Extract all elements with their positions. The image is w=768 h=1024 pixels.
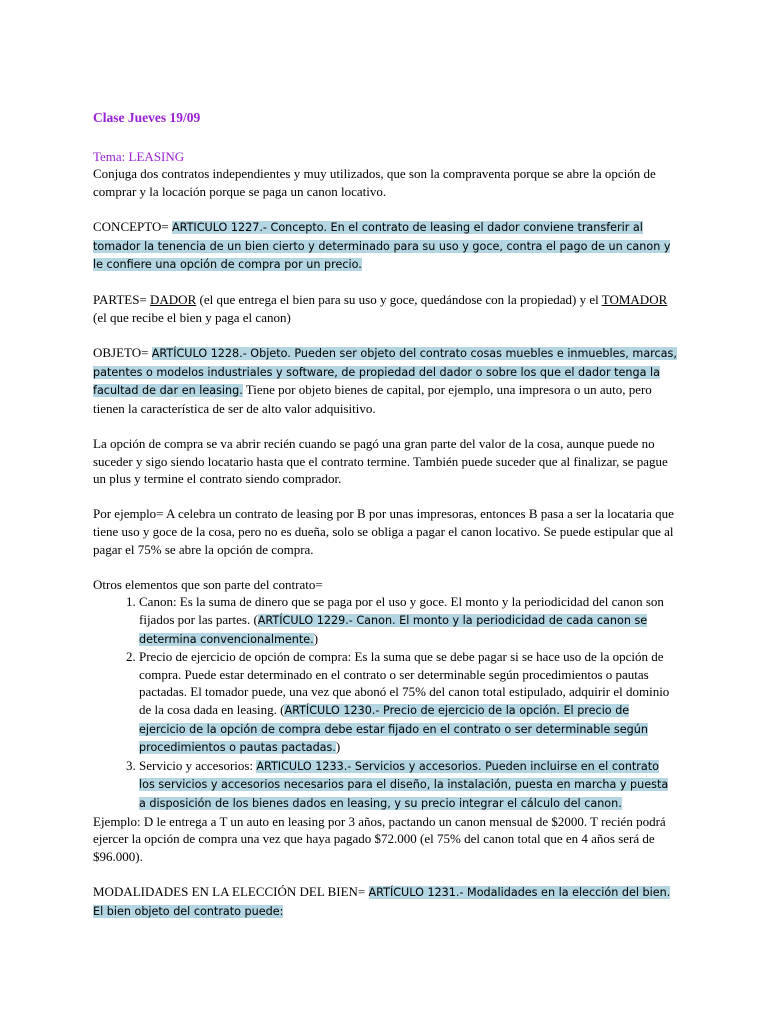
list-item-precio [139,648,678,757]
precio-after: ) [335,739,341,755]
document-body [93,109,678,920]
list-item-canon [139,593,678,648]
otros-elementos-heading: Otros elementos que son parte del contrato= [93,576,323,592]
canon-article-highlight: ARTÍCULO 1229.- Canon. El monto y la periodicidad de cada canon se determina convencionalmente. [139,614,648,646]
objeto-label: OBJETO= [93,345,152,361]
partes-paragraph [93,291,678,326]
canon-after: ) [313,630,319,646]
page-title: Clase Jueves 19/09 [93,110,201,125]
opcion-compra-paragraph: La opción de compra se va abrir recién cuando se pagó una gran parte del valor de la cosa, aunque puede no suceder y sigo siendo locatario hasta que el contrato termine. También puede suceder que al finalizar, se pague un plus y termine el contrato siendo comprador. [93,436,668,487]
precio-article-highlight: ARTÍCULO 1230.- Precio de ejercicio de la opción. El precio de ejercicio de la opción de compra debe estar fijado en el contrato o ser determinable según procedimientos o pautas pactadas. [139,704,648,755]
topic-heading: Tema: LEASING [93,148,185,164]
tomador-term: TOMADOR [601,292,668,308]
elements-list [93,593,678,812]
modalidades-article-highlight: ARTÍCULO 1231.- Modalidades en la elección del bien. El bien objeto del contrato puede: [93,885,671,918]
objeto-paragraph [93,344,678,417]
ejemplo-auto-paragraph: Ejemplo: D le entrega a T un auto en leasing por 3 años, pactando un canon mensual de $2000. T recién podrá ejercer la opción de compra una vez que haya pagado $72.000 (el 75% del canon total que en 4 años será de $96.000). [93,813,666,864]
concepto-paragraph [93,218,678,274]
canon-text: Canon: Es la suma de dinero que se paga por el uso y goce. El monto y la periodicidad del canon son fijados por las partes. ( [139,594,664,628]
concepto-label: CONCEPTO= [93,218,172,234]
intro-paragraph: Conjuga dos contratos independientes y muy utilizados, que son la compraventa porque se abre la opción de comprar y la locación porque se paga un canon locativo. [93,166,656,199]
objeto-article-highlight: ARTÍCULO 1228.- Objeto. Pueden ser objeto del contrato cosas muebles e inmuebles, marcas, patentes o modelos industriales y software, de propiedad del dador o sobre los que el dador tenga la facultad de dar en leasing. [93,347,677,398]
ejemplo-paragraph: Por ejemplo= A celebra un contrato de leasing por B por unas impresoras, entonces B pasa a ser la locataria que tiene uso y goce de la cosa, pero no es dueña, solo se obliga a pagar el canon locativo. Se puede estipular que al pagar el 75% se abre la opción de compra. [93,506,674,557]
tomador-description: (el que recibe el bien y paga el canon) [93,309,291,325]
partes-label: PARTES= [93,292,151,308]
objeto-rest: Tiene por objeto bienes de capital, por ejemplo, una impresora o un auto, pero tienen la característica de ser de alto valor adquisitivo. [93,382,652,416]
dador-description: (el que entrega el bien para su uso y goce, quedándose con la propiedad) y el [196,292,602,308]
precio-text: Precio de ejercicio de opción de compra: Es la suma que se debe pagar si se hace uso de la opción de compra. Puede estar determinado en el contrato o ser determinable según procedimientos o pautas pactadas. El tomador puede, una vez que abonó el 75% del canon total estipulado, adquirir el dominio de la cosa dada en leasing. ( [139,649,670,717]
servicio-text: Servicio y accesorios: [139,757,257,773]
concepto-article-highlight: ARTICULO 1227.- Concepto. En el contrato de leasing el dador conviene transferir al tomador la tenencia de un bien cierto y determinado para su uso y goce, contra el pago de un canon y le confiere una opción de compra por un precio. [93,220,671,272]
modalidades-paragraph [93,883,678,920]
servicio-article-highlight: ARTICULO 1233.- Servicios y accesorios. Pueden incluirse en el contrato los servicios y accesorios necesarios para el diseño, la instalación, puesta en marcha y puesta a disposición de los bienes dados en leasing, y su precio integrar el cálculo del canon. [139,759,669,810]
dador-term: DADOR [150,292,197,308]
list-item-servicio [139,757,678,813]
modalidades-label: MODALIDADES EN LA ELECCIÓN DEL BIEN= [93,883,369,899]
